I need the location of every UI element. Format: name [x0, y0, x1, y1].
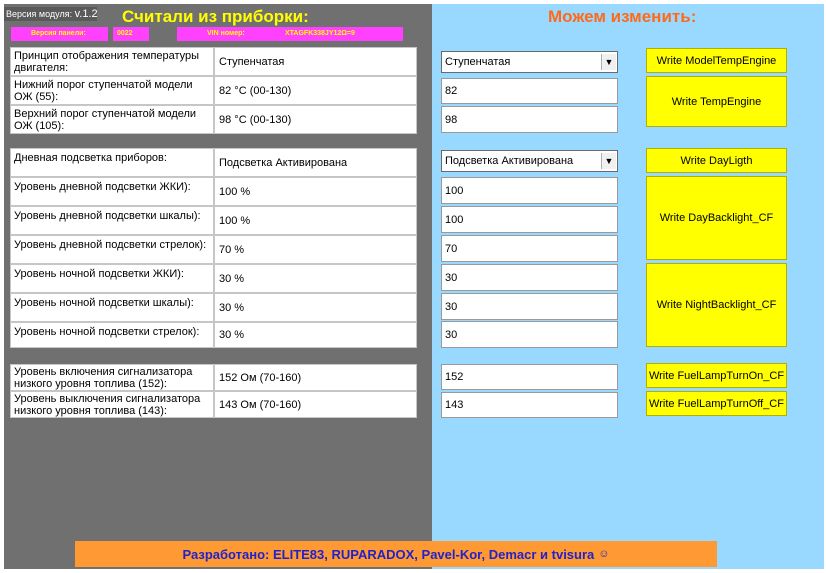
row-value-night-scale: 30 %: [214, 293, 417, 322]
row-label-fuel-lamp-on: Уровень включения сигнализатора низкого уровня топлива (152):: [10, 364, 214, 391]
panel-version-label: Версия панели:: [11, 27, 108, 41]
row-label-day-scale: Уровень дневной подсветки шкалы):: [10, 206, 214, 235]
fuel-lamp-off-input[interactable]: 143: [441, 392, 618, 418]
row-value-day-lcd: 100 %: [214, 177, 417, 206]
row-value-night-needles: 30 %: [214, 322, 417, 348]
row-label-night-scale: Уровень ночной подсветки шкалы):: [10, 293, 214, 322]
smiley-icon: ☺: [598, 548, 610, 560]
row-label-night-needles: Уровень ночной подсветки стрелок):: [10, 322, 214, 348]
row-value-fuel-lamp-off: 143 Ом (70-160): [214, 391, 417, 418]
credits-bar: [75, 541, 717, 567]
row-value-fuel-lamp-on: 152 Ом (70-160): [214, 364, 417, 391]
dropdown-arrow-icon[interactable]: ▼: [601, 153, 616, 169]
row-label-upper-threshold: Верхний порог ступенчатой модели ОЖ (105):: [10, 105, 214, 134]
row-label-day-needles: Уровень дневной подсветки стрелок):: [10, 235, 214, 264]
write-day-backlight-button[interactable]: Write DayBacklight_CF: [646, 176, 787, 260]
row-label-day-backlight-enable: Дневная подсветка приборов:: [10, 148, 214, 177]
write-night-backlight-button[interactable]: Write NightBacklight_CF: [646, 263, 787, 347]
vin-value: XTAGFK338JY12Ω=9: [257, 27, 403, 41]
read-from-panel-title: Считали из приборки:: [122, 7, 309, 26]
day-scale-input[interactable]: 100: [441, 206, 618, 233]
panel-version-value: 0022: [113, 27, 149, 41]
fuel-lamp-on-input[interactable]: 152: [441, 364, 618, 390]
write-temp-engine-button[interactable]: Write TempEngine: [646, 76, 787, 127]
write-fuel-lamp-on-button[interactable]: Write FuelLampTurnOn_CF: [646, 363, 787, 388]
row-label-fuel-lamp-off: Уровень выключения сигнализатора низкого уровня топлива (143):: [10, 391, 214, 418]
row-value-lower-threshold: 82 °C (00-130): [214, 76, 417, 105]
credits-text: Разработано: ELITE83, RUPARADOX, Pavel-Kor, Demacr и tvisura: [182, 546, 595, 562]
module-version: [4, 7, 97, 21]
temp-mode-select[interactable]: [441, 51, 618, 73]
night-lcd-input[interactable]: 30: [441, 264, 618, 291]
upper-threshold-input[interactable]: 98: [441, 106, 618, 133]
can-change-title: Можем изменить:: [548, 7, 697, 26]
write-fuel-lamp-off-button[interactable]: Write FuelLampTurnOff_CF: [646, 391, 787, 416]
row-label-temp-mode: Принцип отображения температуры двигателя:: [10, 47, 214, 76]
module-version-label: Версия модуля:: [6, 9, 73, 19]
row-value-night-lcd: 30 %: [214, 264, 417, 293]
dropdown-arrow-icon[interactable]: ▼: [601, 54, 616, 70]
write-day-light-button[interactable]: Write DayLigth: [646, 148, 787, 173]
row-value-day-scale: 100 %: [214, 206, 417, 235]
day-lcd-input[interactable]: 100: [441, 177, 618, 204]
row-label-lower-threshold: Нижний порог ступенчатой модели ОЖ (55):: [10, 76, 214, 105]
module-version-value: v.1.2: [74, 8, 98, 20]
day-backlight-select[interactable]: [441, 150, 618, 172]
write-model-temp-engine-button[interactable]: Write ModelTempEngine: [646, 48, 787, 73]
row-label-day-lcd: Уровень дневной подсветки ЖКИ):: [10, 177, 214, 206]
row-value-upper-threshold: 98 °C (00-130): [214, 105, 417, 134]
lower-threshold-input[interactable]: 82: [441, 78, 618, 104]
temp-mode-select-value: Ступенчатая: [445, 56, 511, 68]
night-needles-input[interactable]: 30: [441, 321, 618, 348]
night-scale-input[interactable]: 30: [441, 293, 618, 320]
vin-label: VIN номер:: [177, 27, 257, 41]
day-backlight-select-value: Подсветка Активирована: [445, 155, 574, 167]
row-value-day-backlight-enable: Подсветка Активирована: [214, 148, 417, 177]
row-value-day-needles: 70 %: [214, 235, 417, 264]
day-needles-input[interactable]: 70: [441, 235, 618, 262]
row-value-temp-mode: Ступенчатая: [214, 47, 417, 76]
row-label-night-lcd: Уровень ночной подсветки ЖКИ):: [10, 264, 214, 293]
